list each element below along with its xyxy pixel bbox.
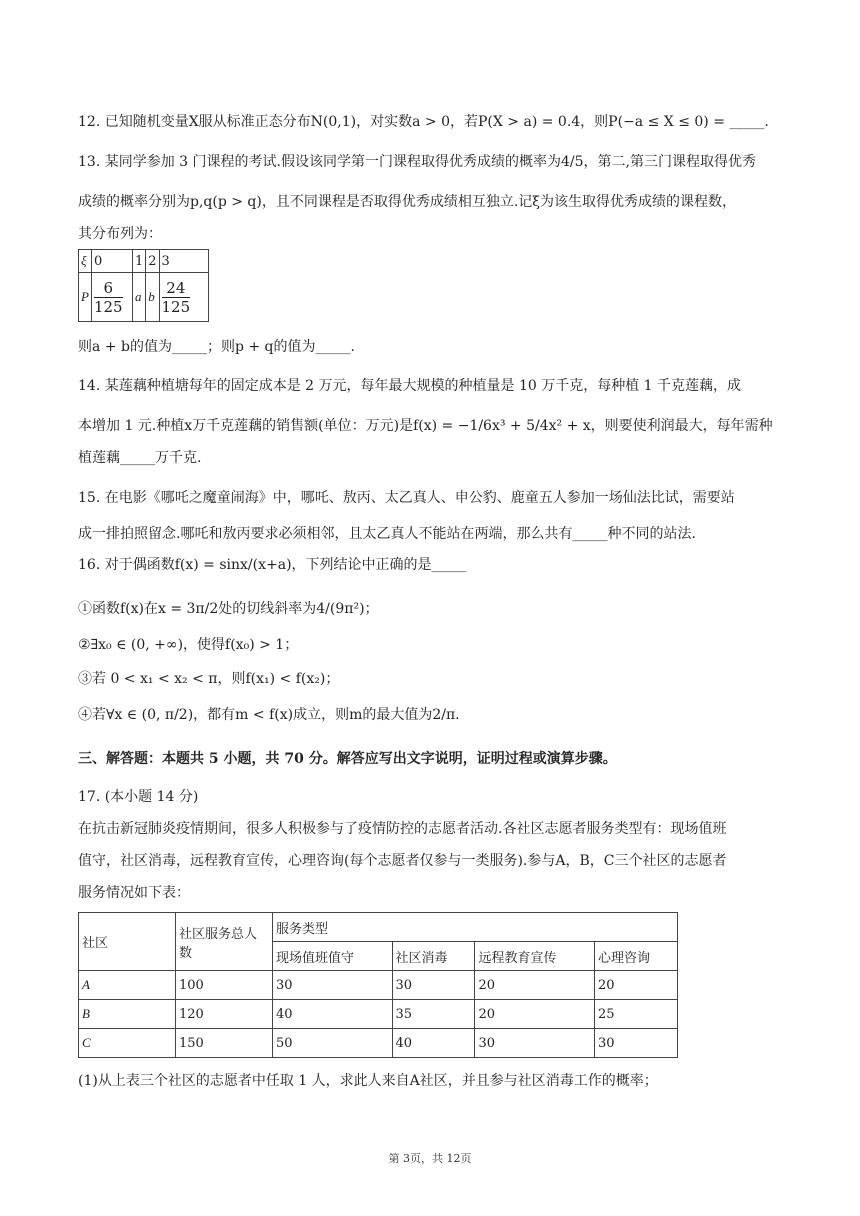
page-footer: 第 3页，共 12页 xyxy=(388,1152,472,1165)
header-counsel: 心理咨询 xyxy=(595,942,678,971)
q14-line2: 本增加 1 元.种植x万千克莲藕的销售额(单位：万元)是f(x) = −1/6x³ + 5/4x² + x，则要使利润最大，每年需种 xyxy=(78,418,773,434)
cell-total: 120 xyxy=(176,1000,273,1029)
header-onsite: 现场值班值守 xyxy=(273,942,393,971)
q17-para-3: 服务情况如下表： xyxy=(78,885,190,901)
cell-community: A xyxy=(79,971,176,1000)
q14-line3: 植莲藕_____万千克. xyxy=(78,450,202,466)
header-remote-edu: 远程教育宣传 xyxy=(475,942,595,971)
numerator: 24 xyxy=(162,279,191,298)
numerator: 6 xyxy=(94,279,123,298)
table-row xyxy=(79,1000,678,1029)
cell-counsel: 30 xyxy=(595,1029,678,1058)
cell-community: C xyxy=(79,1029,176,1058)
dist-header-1: 1 xyxy=(132,250,145,273)
dist-cell-a: a xyxy=(132,273,145,322)
dist-header-2: 2 xyxy=(146,250,159,273)
fraction xyxy=(94,279,123,316)
question-15 xyxy=(78,483,784,549)
cell-total: 100 xyxy=(176,971,273,1000)
q14-line1: 14. 某莲藕种植塘每年的固定成本是 2 万元，每年最大规模的种植量是 10 万千克，每种植 1 千克莲藕，成 xyxy=(78,378,742,394)
service-table xyxy=(78,912,678,1058)
distribution-table xyxy=(78,249,209,322)
q17-para-1: 在抗击新冠肺炎疫情期间，很多人积极参与了疫情防控的志愿者活动.各社区志愿者服务类型有：现场值班 xyxy=(78,821,727,837)
cell-total: 150 xyxy=(176,1029,273,1058)
question-16 xyxy=(78,550,784,730)
dist-row-p: P xyxy=(79,273,92,322)
cell-disinfect: 40 xyxy=(392,1029,475,1058)
header-service-type: 服务类型 xyxy=(273,913,678,942)
q17-sub-1: (1)从上表三个社区的志愿者中任取 1 人，求此人来自A社区，并且参与社区消毒工作的概率； xyxy=(78,1073,658,1089)
section-heading: 三、解答题：本题共 5 小题，共 70 分。解答应写出文字说明，证明过程或演算步骤。 xyxy=(78,751,617,767)
question-14 xyxy=(78,371,784,473)
q13-line2: 成绩的概率分别为p,q(p > q)，且不同课程是否取得优秀成绩相互独立.记ξ为该生取得优秀成绩的课程数， xyxy=(78,194,737,210)
dist-header-3: 3 xyxy=(159,250,208,273)
cell-disinfect: 35 xyxy=(392,1000,475,1029)
cell-remote-edu: 30 xyxy=(475,1029,595,1058)
q17-para-2: 值守，社区消毒，远程教育宣传，心理咨询(每个志愿者仅参与一类服务).参与A，B，C三个社区的志愿者 xyxy=(78,853,727,869)
header-total: 社区服务总人数 xyxy=(176,913,273,971)
dist-cell-0 xyxy=(91,273,132,322)
table-row xyxy=(79,1029,678,1058)
cell-onsite: 30 xyxy=(273,971,393,1000)
q13-line3: 其分布列为： xyxy=(78,226,162,242)
header-community: 社区 xyxy=(79,913,176,971)
header-disinfect: 社区消毒 xyxy=(392,942,475,971)
question-17 xyxy=(78,782,784,908)
q16-option-2: ②∃x₀ ∈ (0, +∞)，使得f(x₀) > 1； xyxy=(78,637,299,653)
q16-option-3: ③若 0 < x₁ < x₂ < π，则f(x₁) < f(x₂)； xyxy=(78,671,340,687)
denominator: 125 xyxy=(161,297,191,316)
q16-option-1: ①函数f(x)在x = 3π/2处的切线斜率为4/(9π²)； xyxy=(78,601,379,617)
dist-cell-b: b xyxy=(146,273,159,322)
cell-remote-edu: 20 xyxy=(475,1000,595,1029)
table-row xyxy=(79,971,678,1000)
dist-header-xi: ξ xyxy=(79,250,92,273)
q16-option-4: ④若∀x ∈ (0, π/2)，都有m < f(x)成立，则m的最大值为2/π. xyxy=(78,707,460,723)
cell-counsel: 20 xyxy=(595,971,678,1000)
dist-header-0: 0 xyxy=(91,250,132,273)
dist-cell-3 xyxy=(159,273,208,322)
q15-line2: 成一排拍照留念.哪吒和敖丙要求必须相邻，且太乙真人不能站在两端，那么共有_____种不同的站法. xyxy=(78,526,696,542)
cell-disinfect: 30 xyxy=(392,971,475,1000)
question-12: 12. 已知随机变量X服从标准正态分布N(0,1)，对实数a > 0，若P(X > a) = 0.4，则P(−a ≤ X ≤ 0) = _____. xyxy=(78,114,769,130)
q15-line1: 15. 在电影《哪吒之魔童闹海》中，哪吒、敖丙、太乙真人、申公豹、鹿童五人参加一场仙法比试，需要站 xyxy=(78,490,735,506)
denominator: 125 xyxy=(93,297,123,316)
cell-counsel: 25 xyxy=(595,1000,678,1029)
cell-community: B xyxy=(79,1000,176,1029)
cell-remote-edu: 20 xyxy=(475,971,595,1000)
cell-onsite: 40 xyxy=(273,1000,393,1029)
fraction xyxy=(162,279,191,316)
q13-after: 则a + b的值为_____；则p + q的值为_____. xyxy=(78,339,355,355)
question-13 xyxy=(78,147,784,249)
cell-onsite: 50 xyxy=(273,1029,393,1058)
q16-stem: 16. 对于偶函数f(x) = sinx/(x+a)，下列结论中正确的是_____ xyxy=(78,557,467,573)
q17-head: 17. (本小题 14 分) xyxy=(78,789,199,805)
q13-line1: 13. 某同学参加 3 门课程的考试.假设该同学第一门课程取得优秀成绩的概率为4/5，第二,第三门课程取得优秀 xyxy=(78,154,756,170)
